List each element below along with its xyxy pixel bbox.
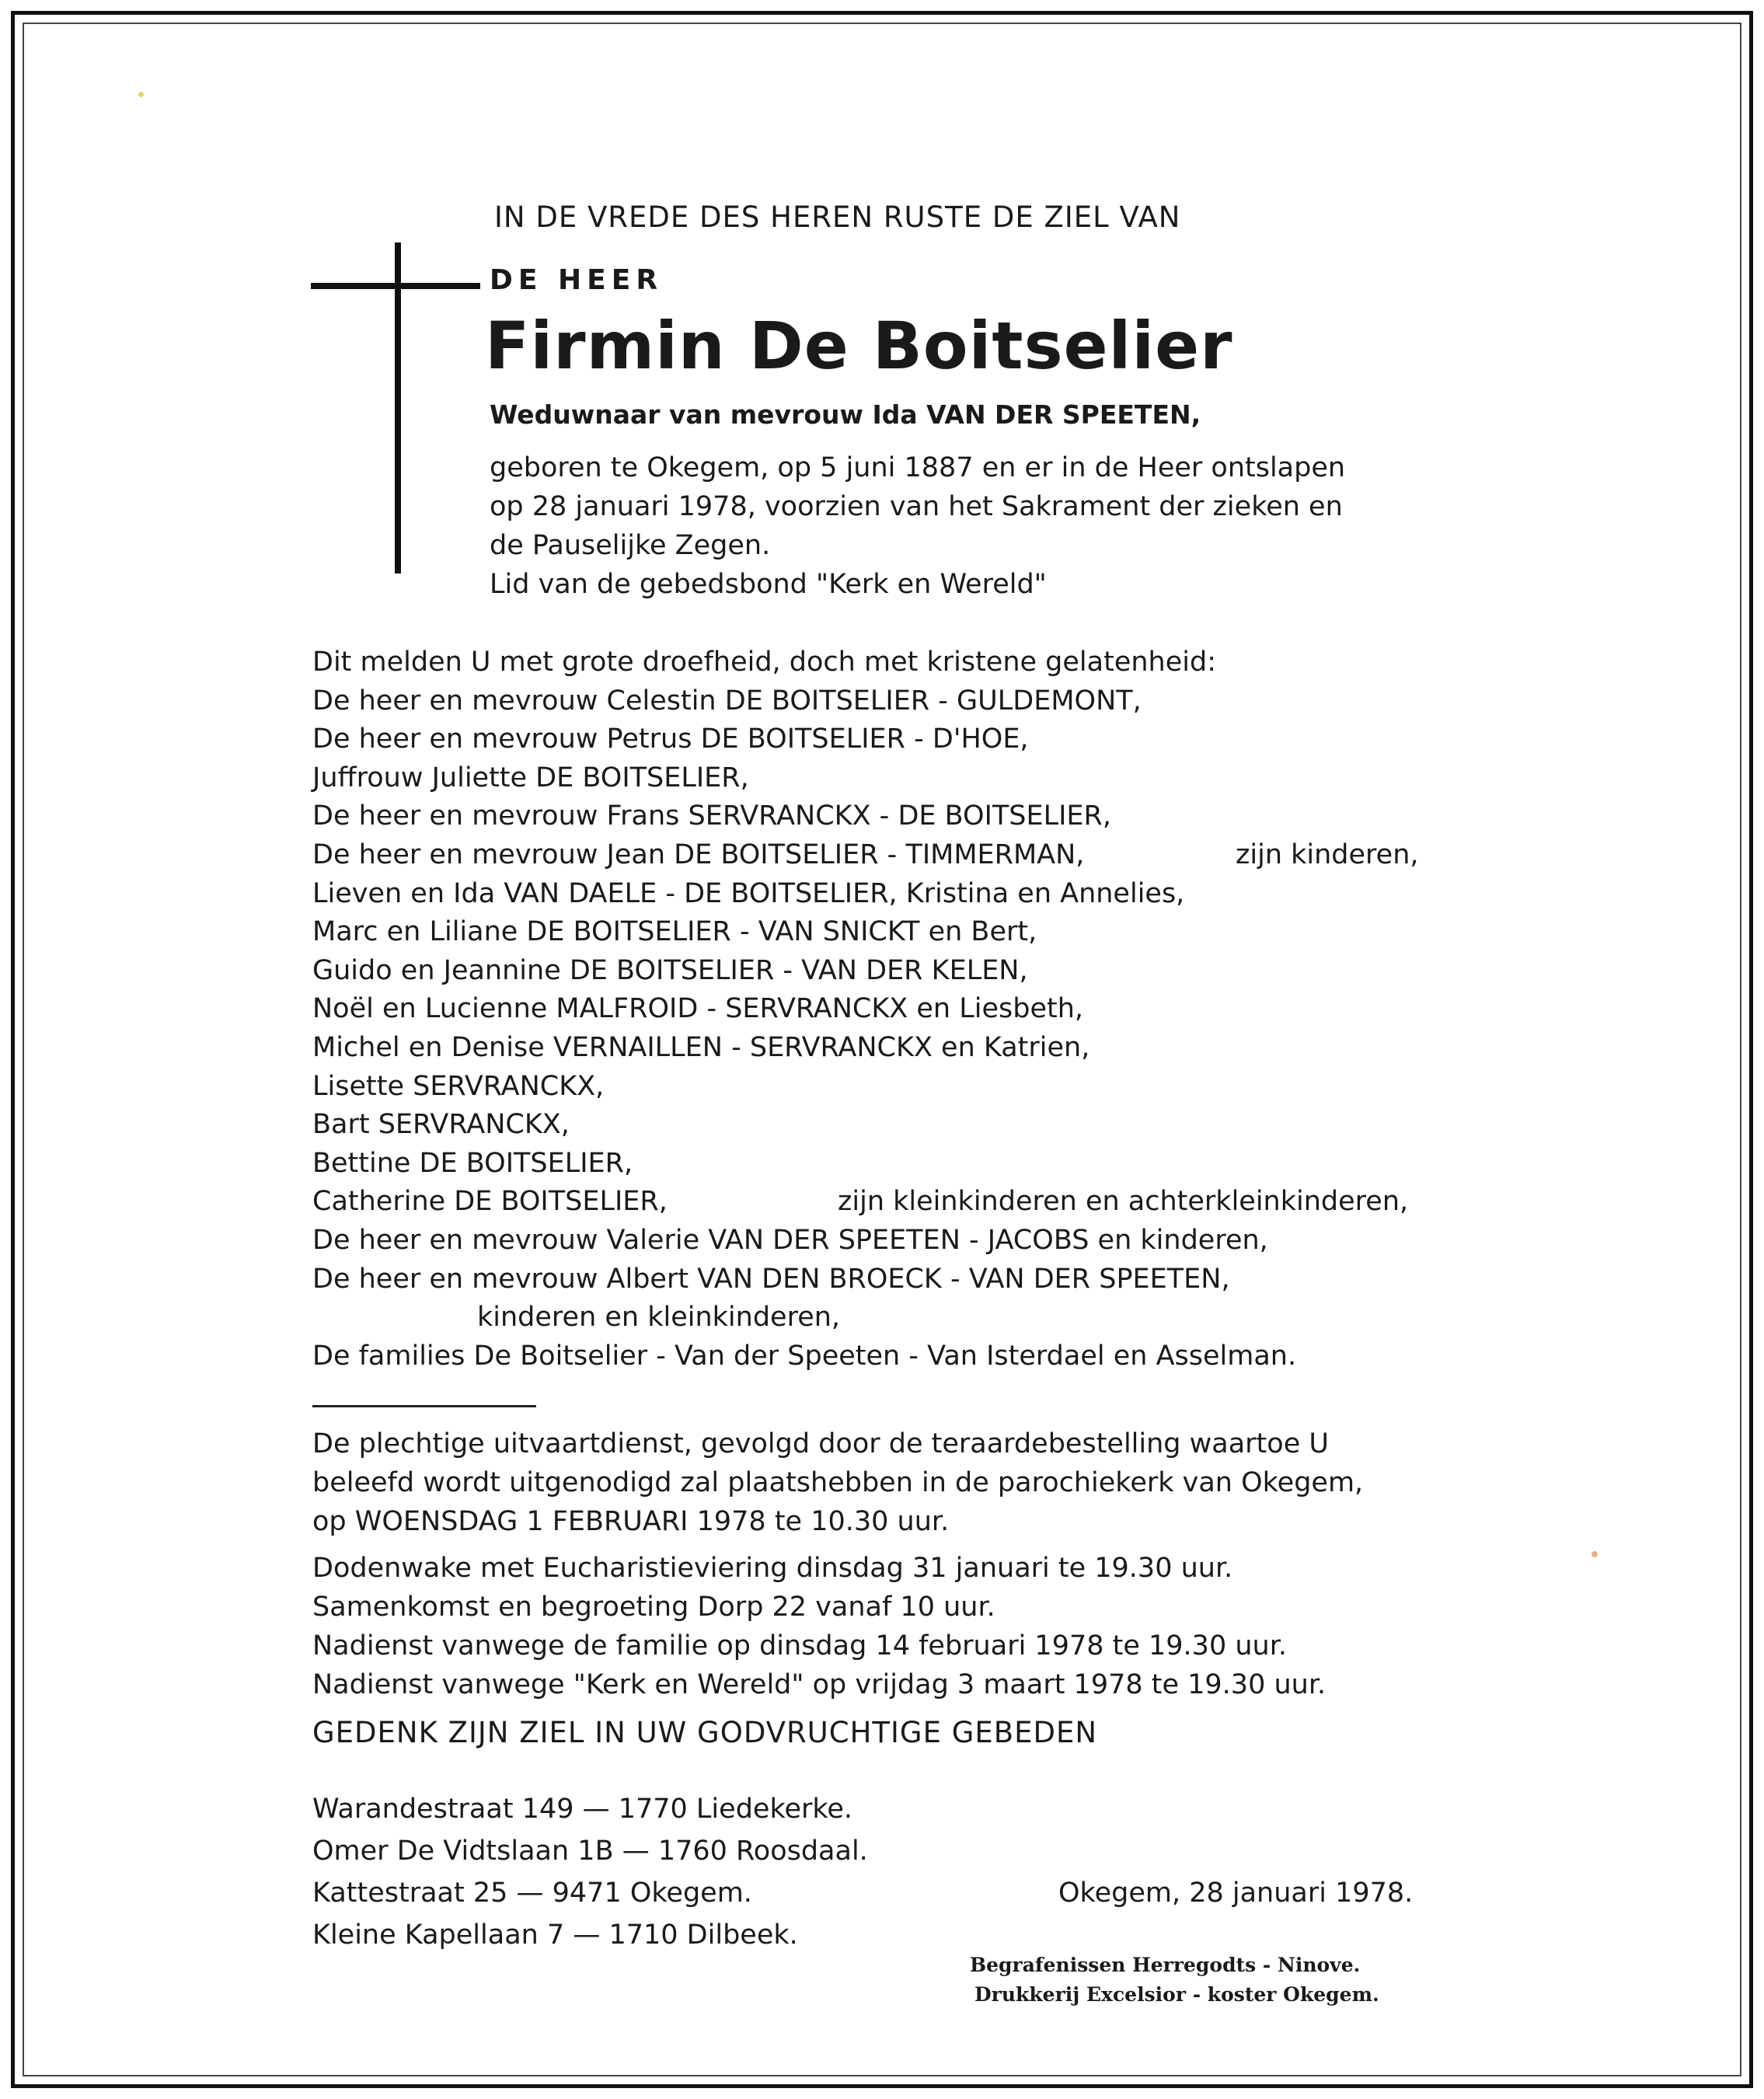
title-prefix: DE HEER	[490, 264, 664, 296]
place-date: Okegem, 28 januari 1978.	[1058, 1878, 1414, 1909]
mourner-row	[312, 993, 1525, 1032]
mourner-row	[312, 1264, 1525, 1302]
section-divider	[312, 1405, 536, 1407]
mourner-row	[312, 1071, 1525, 1110]
mourner-name: Marc en Liliane DE BOITSELIER - VAN SNICKT en Bert,	[312, 916, 1037, 948]
mourners-intro-text: Dit melden U met grote droefheid, doch met kristene gelatenheid:	[312, 647, 1216, 678]
mourner-name: De heer en mevrouw Jean DE BOITSELIER - TIMMERMAN,	[312, 839, 1085, 870]
wake-line: Dodenwake met Eucharistieviering dinsdag 31 januari te 19.30 uur.	[312, 1553, 1233, 1584]
bio-line: de Pauselijke Zegen.	[490, 530, 771, 561]
mourner-row	[312, 723, 1525, 762]
mourner-row	[312, 878, 1525, 917]
address-line: Kattestraat 25 — 9471 Okegem.	[312, 1878, 752, 1909]
mourner-row	[312, 1302, 1525, 1341]
mourner-row	[312, 1032, 1525, 1071]
mourners-list	[312, 647, 1525, 1379]
ink-speck	[1591, 1551, 1598, 1557]
mourner-name: Guido en Jeannine DE BOITSELIER - VAN DER KELEN,	[312, 954, 1028, 986]
mourner-name: Noël en Lucienne MALFROID - SERVRANCKX en Liesbeth,	[312, 993, 1084, 1025]
mourner-row	[312, 762, 1525, 801]
undertaker-credit: Begrafenissen Herregodts - Ninove.	[970, 1954, 1361, 1976]
mourner-row	[312, 800, 1525, 839]
mourner-row	[312, 916, 1525, 955]
mourner-row	[312, 1148, 1525, 1187]
address-line: Omer De Vidtslaan 1B — 1760 Roosdaal.	[312, 1836, 868, 1867]
mourner-row	[312, 839, 1525, 878]
ink-speck	[138, 92, 144, 97]
membership-line: Lid van de gebedsbond "Kerk en Wereld"	[490, 569, 1047, 600]
mourner-name: Juffrouw Juliette DE BOITSELIER,	[312, 762, 749, 793]
cross-bar	[311, 283, 480, 289]
mourner-row	[312, 955, 1525, 994]
mourner-row	[312, 1186, 1525, 1225]
address-line: Kleine Kapellaan 7 — 1710 Dilbeek.	[312, 1919, 798, 1951]
mourner-name: De heer en mevrouw Frans SERVRANCKX - DE BOITSELIER,	[312, 800, 1111, 832]
mourner-name: Bart SERVRANCKX,	[312, 1109, 570, 1141]
mourner-name: Michel en Denise VERNAILLEN - SERVRANCKX en Katrien,	[312, 1031, 1090, 1063]
prayer-line: GEDENK ZIJN ZIEL IN UW GODVRUCHTIGE GEBEDEN	[312, 1716, 1098, 1749]
mourner-row	[312, 1341, 1525, 1379]
mourner-name: Bettine DE BOITSELIER,	[312, 1147, 633, 1179]
relation-label: zijn kinderen,	[1236, 839, 1419, 870]
mourner-name: Lieven en Ida VAN DAELE - DE BOITSELIER, Kristina en Annelies,	[312, 877, 1185, 909]
ceremony-line: beleefd wordt uitgenodigd zal plaatshebben in de parochiekerk van Okegem,	[312, 1467, 1364, 1498]
ceremony-line: De plechtige uitvaartdienst, gevolgd door de teraardebestelling waartoe U	[312, 1428, 1329, 1459]
kerk-service-line: Nadienst vanwege "Kerk en Wereld" op vrijdag 3 maart 1978 te 19.30 uur.	[312, 1669, 1326, 1700]
deceased-name: Firmin De Boitselier	[485, 308, 1233, 384]
mourners-intro	[312, 647, 1525, 685]
mourner-row	[312, 1225, 1525, 1264]
mourner-name: De heer en mevrouw Petrus DE BOITSELIER - D'HOE,	[312, 723, 1029, 755]
address-line: Warandestraat 149 — 1770 Liedekerke.	[312, 1794, 853, 1825]
family-service-line: Nadienst vanwege de familie op dinsdag 14 februari 1978 te 19.30 uur.	[312, 1630, 1288, 1661]
mourner-row	[312, 685, 1525, 724]
mourner-name: De families De Boitselier - Van der Speeten - Van Isterdael en Asselman.	[312, 1340, 1297, 1372]
widower-line: Weduwnaar van mevrouw Ida VAN DER SPEETEN,	[490, 399, 1201, 430]
bio-line: op 28 januari 1978, voorzien van het Sakrament der zieken en	[490, 491, 1343, 522]
mourner-name: Catherine DE BOITSELIER,	[312, 1186, 668, 1218]
opening-line: IN DE VREDE DES HEREN RUSTE DE ZIEL VAN	[494, 200, 1181, 234]
ceremony-line: op WOENSDAG 1 FEBRUARI 1978 te 10.30 uur.	[312, 1506, 950, 1537]
relation-label: zijn kleinkinderen en achterkleinkinderen,	[838, 1186, 1409, 1218]
mourner-name: De heer en mevrouw Valerie VAN DER SPEETEN - JACOBS en kinderen,	[312, 1224, 1268, 1256]
cross-icon	[395, 242, 401, 574]
gathering-line: Samenkomst en begroeting Dorp 22 vanaf 10 uur.	[312, 1592, 995, 1623]
mourner-row	[312, 1109, 1525, 1148]
mourner-name: kinderen en kleinkinderen,	[477, 1302, 841, 1334]
printer-credit: Drukkerij Excelsior - koster Okegem.	[974, 1983, 1379, 2006]
mourner-name: De heer en mevrouw Albert VAN DEN BROECK - VAN DER SPEETEN,	[312, 1263, 1230, 1295]
mourner-name: De heer en mevrouw Celestin DE BOITSELIER - GULDEMONT,	[312, 685, 1142, 717]
mourner-name: Lisette SERVRANCKX,	[312, 1070, 605, 1102]
bio-line: geboren te Okegem, op 5 juni 1887 en er in de Heer ontslapen	[490, 452, 1346, 483]
